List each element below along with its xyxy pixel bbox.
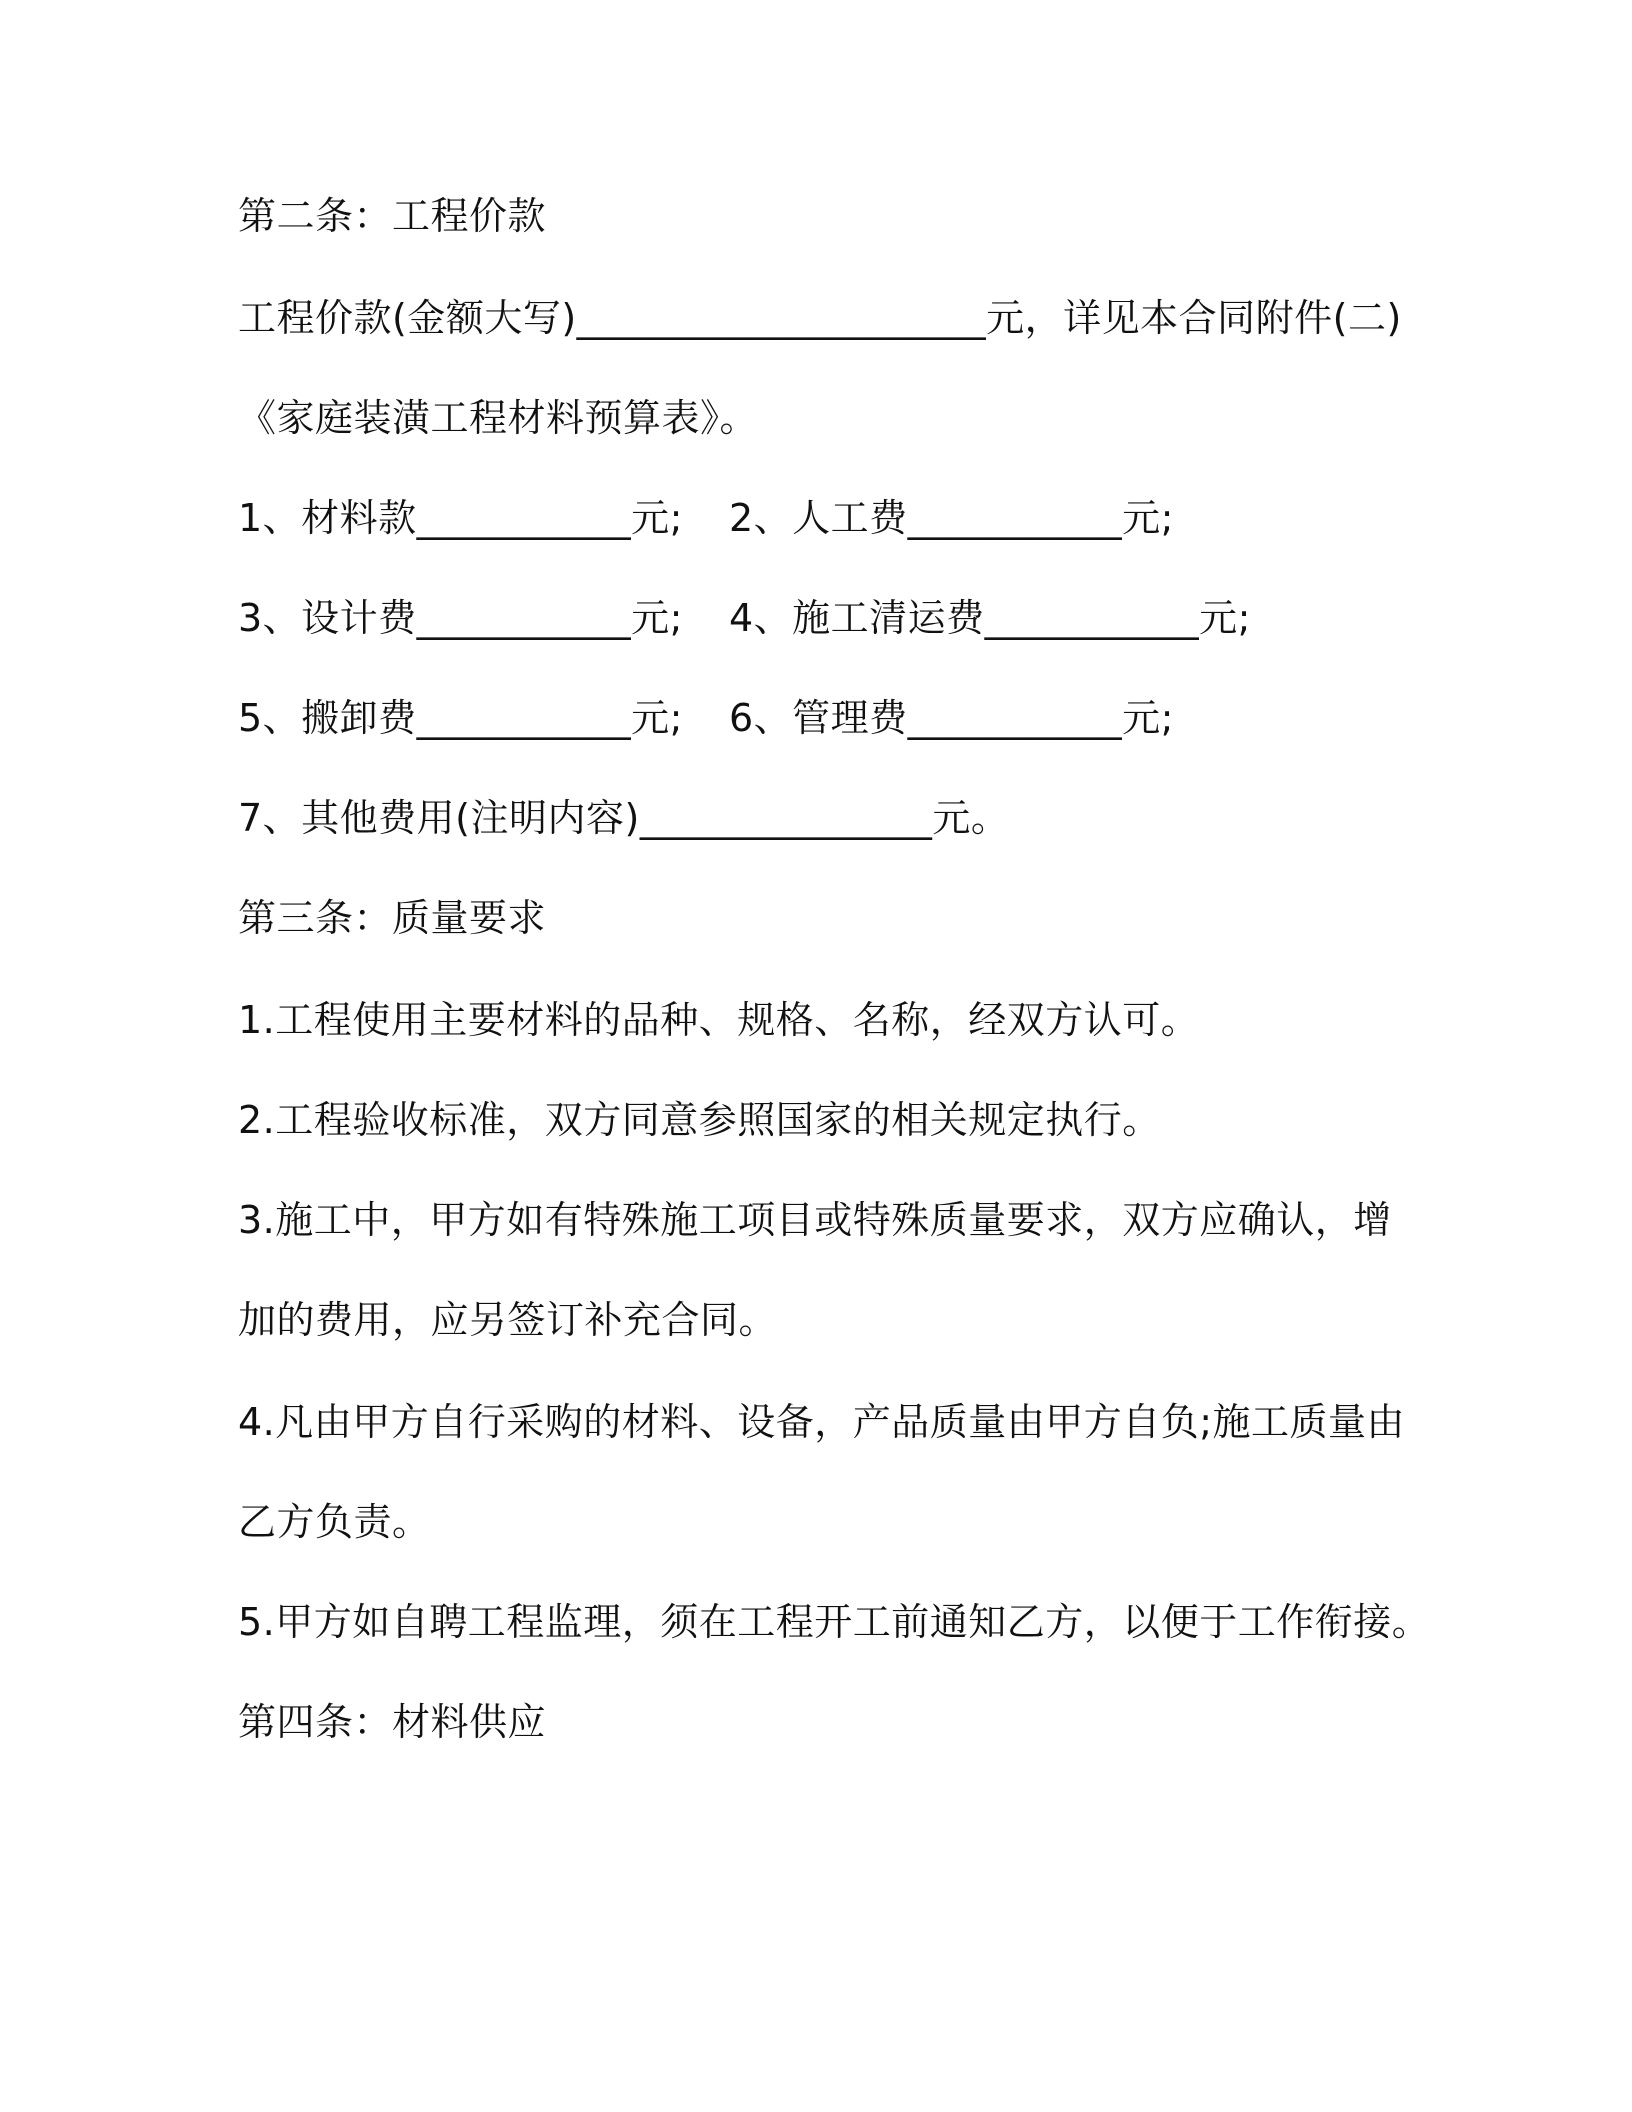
fee-row-3 — [238, 694, 1174, 742]
fee-item-moving: 5、搬卸费___________元; — [238, 696, 683, 740]
quality-clause-2: 2.工程验收标准，双方同意参照国家的相关规定执行。 — [238, 1098, 1161, 1142]
fee-item-cleanup: 4、施工清运费___________元; — [728, 596, 1251, 640]
fee-item-management: 6、管理费___________元; — [728, 696, 1174, 740]
fee-item-other: 7、其他费用(注明内容)_______________元。 — [238, 796, 1010, 840]
fee-item-design: 3、设计费___________元; — [238, 596, 683, 640]
quality-clause-4: 4.凡由甲方自行采购的材料、设备，产品质量由甲方自负;施工质量由 — [238, 1400, 1406, 1444]
fee-row-1 — [238, 494, 1174, 542]
quality-clause-4-continued: 乙方负责。 — [238, 1500, 431, 1544]
price-line: 工程价款(金额大写)_____________________元，详见本合同附件(二) — [238, 296, 1402, 340]
fee-row-2 — [238, 594, 1251, 642]
quality-clause-5: 5.甲方如自聘工程监理，须在工程开工前通知乙方，以便于工作衔接。 — [238, 1600, 1431, 1644]
article-4-title: 第四条：材料供应 — [238, 1700, 547, 1744]
price-line-continued: 《家庭装潢工程材料预算表》。 — [238, 396, 759, 440]
fee-item-materials: 1、材料款___________元; — [238, 496, 683, 540]
article-3-title: 第三条：质量要求 — [238, 896, 547, 940]
article-2-title: 第二条：工程价款 — [238, 194, 547, 238]
quality-clause-1: 1.工程使用主要材料的品种、规格、名称，经双方认可。 — [238, 998, 1200, 1042]
quality-clause-3: 3.施工中，甲方如有特殊施工项目或特殊质量要求，双方应确认，增 — [238, 1198, 1392, 1242]
quality-clause-3-continued: 加的费用，应另签订补充合同。 — [238, 1298, 778, 1342]
fee-item-labor: 2、人工费___________元; — [728, 496, 1174, 540]
